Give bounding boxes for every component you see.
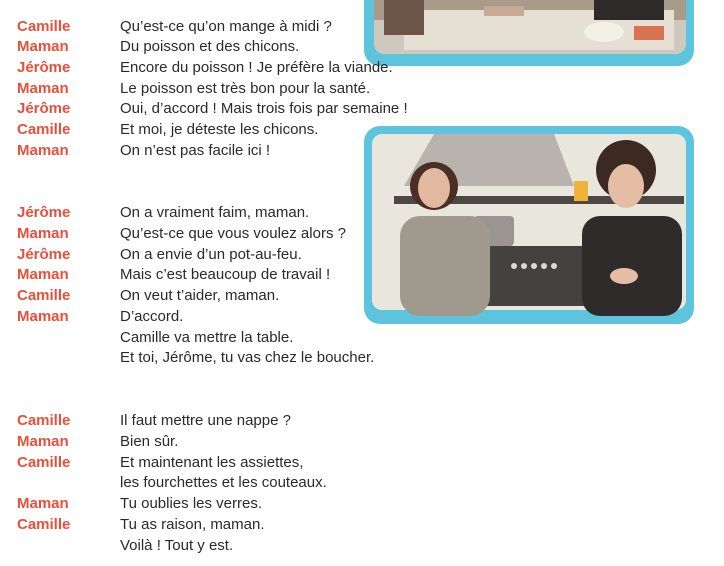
- photo-kitchen-scene: [364, 126, 694, 324]
- speaker-name: Maman: [17, 38, 69, 55]
- speaker-name: Camille: [17, 121, 71, 138]
- line-text: Et toi, Jérôme, tu vas chez le boucher.: [120, 349, 375, 366]
- line-text: Qu’est-ce que vous voulez alors ?: [120, 225, 346, 242]
- speaker-name: Camille: [17, 412, 71, 429]
- photo-kitchen-table: [364, 0, 694, 66]
- line-text: Il faut mettre une nappe ?: [120, 412, 291, 429]
- line-text: Encore du poisson ! Je préfère la viande.: [120, 59, 393, 76]
- speaker-name: Camille: [17, 287, 71, 304]
- line-text: Bien sûr.: [120, 433, 179, 450]
- speaker-name: Maman: [17, 225, 69, 242]
- line-text: Qu’est-ce qu’on mange à midi ?: [120, 18, 332, 35]
- speaker-name: Camille: [17, 18, 71, 35]
- line-text: Voilà ! Tout y est.: [120, 537, 234, 554]
- speaker-name: Jérôme: [17, 204, 71, 221]
- line-text: Tu as raison, maman.: [120, 516, 265, 533]
- line-text: Du poisson et des chicons.: [120, 38, 300, 55]
- line-text: Camille va mettre la table.: [120, 329, 294, 346]
- speaker-name: Maman: [17, 433, 69, 450]
- line-text: On a envie d’un pot-au-feu.: [120, 246, 302, 263]
- line-text: Mais c’est beaucoup de travail !: [120, 266, 331, 283]
- speaker-name: Maman: [17, 495, 69, 512]
- speaker-name: Jérôme: [17, 246, 71, 263]
- line-text: On n’est pas facile ici !: [120, 142, 271, 159]
- speaker-name: Camille: [17, 516, 71, 533]
- line-text: les fourchettes et les couteaux.: [120, 474, 327, 491]
- speaker-name: Maman: [17, 308, 69, 325]
- speaker-name: Jérôme: [17, 100, 71, 117]
- line-text: Et moi, je déteste les chicons.: [120, 121, 319, 138]
- line-text: On veut t’aider, maman.: [120, 287, 280, 304]
- speaker-name: Jérôme: [17, 59, 71, 76]
- line-text: On a vraiment faim, maman.: [120, 204, 310, 221]
- line-text: Oui, d’accord ! Mais trois fois par semaine !: [120, 100, 408, 117]
- line-text: D’accord.: [120, 308, 184, 325]
- line-text: Tu oublies les verres.: [120, 495, 263, 512]
- speaker-name: Maman: [17, 266, 69, 283]
- speaker-name: Camille: [17, 454, 71, 471]
- line-text: Le poisson est très bon pour la santé.: [120, 80, 371, 97]
- line-text: Et maintenant les assiettes,: [120, 454, 304, 471]
- speaker-name: Maman: [17, 142, 69, 159]
- speaker-name: Maman: [17, 80, 69, 97]
